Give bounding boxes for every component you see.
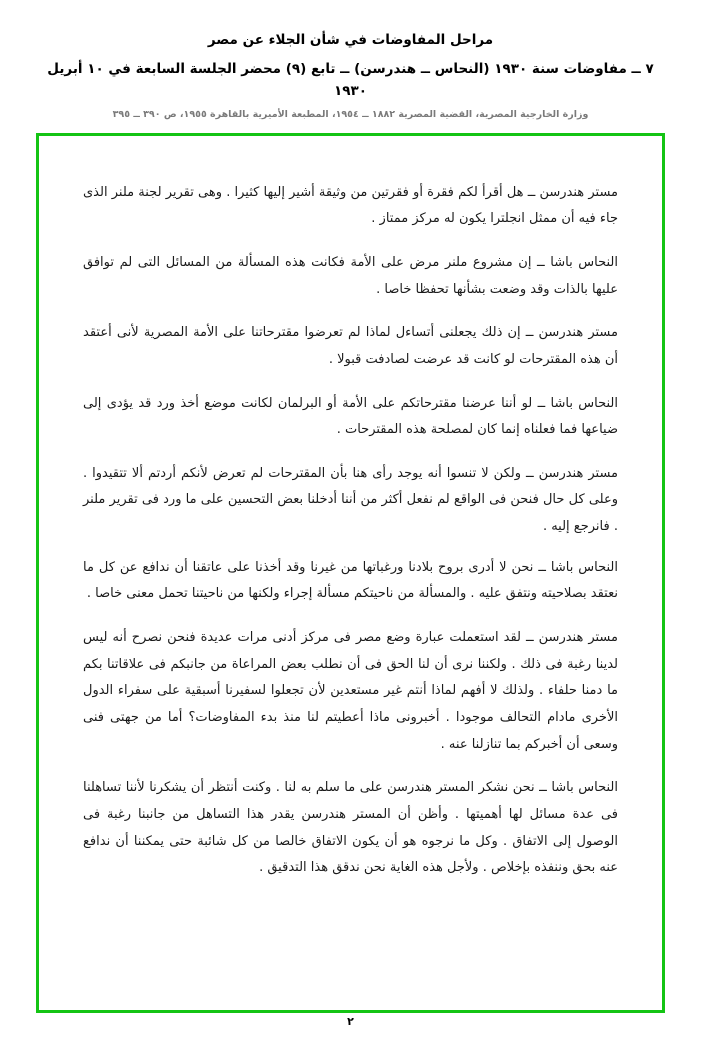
page-title: مراحل المفاوضات في شأن الجلاء عن مصر (207, 32, 494, 48)
document-header (0, 0, 701, 123)
paragraph: النحاس باشا ــ نحن نشكر المستر هندرسن على ما سلم به لنا . وكنت أنتظر أن يشكرنا لأننا تساهلنا فى عدة مسائل لها أهميتها . وأظن أن المستر هندرسن يقدر هذا التساهل من جانبنا رغبة فى الوصول إلى الاتفاق . وكل ما نرجوه هو أن يكون الاتفاق خالصا من كل شائبة حتى يمكننا أن ندافع عنه بحق وننفذه بإخلاص . ولأجل هذه الغاية نحن ندقق هذا التدقيق . (83, 780, 618, 876)
paragraph: النحاس باشا ــ نحن لا أدرى بروح بلادنا ورغباتها من غيرنا وقد أخذنا على عاتقنا أن ندافع عن كل ما نعتقد بصلاحيته ونتفق عليه . والمسألة من ناحيتكم مسألة إجراء ولكنها من ناحيتنا تحمل معنى خاصا . (83, 559, 618, 602)
page-number: ٢ (347, 1015, 354, 1028)
paragraph: مستر هندرسن ــ إن ذلك يجعلنى أتساءل لماذا لم تعرضوا مقترحاتنا على الأمة المصرية لأنى أعتقد أن هذه المقترحات لو كانت قد عرضت لصادفت قبولا . (83, 325, 618, 367)
content-frame (36, 133, 665, 1013)
paragraph: مستر هندرسن ــ ولكن لا تنسوا أنه يوجد رأى هنا بأن المقترحات لم تعرض لأنكم أردتم ألا تتقيدوا . وعلى كل حال فنحن فى الواقع لم نفعل أكثر من أننا أدخلنا بعض التحسين على ما ورد فى تقرير ملنر . فانرجع إليه . (83, 465, 618, 535)
document-source-note: وزارة الخارجية المصرية، القضية المصرية ١٨٨٢ ــ ١٩٥٤، المطبعة الأميرية بالقاهرة ١٩٥٥، ص ٣٩٠ ــ ٣٩٥ (112, 109, 589, 121)
paragraph: النحاس باشا ــ إن مشروع ملنر مرض على الأمة فكانت هذه المسألة من المسائل التى لم توافق عليها بالذات وقد وضعت بشأنها تحفظا خاصا . (83, 254, 618, 297)
document-subtitle: ٧ ــ مفاوضات سنة ١٩٣٠ (النحاس ــ هندرسن) ــ تابع (٩) محضر الجلسة السابعة في ١٠ أبريل ١٩٣٠ (47, 61, 654, 99)
paragraph: مستر هندرسن ــ هل أقرأ لكم فقرة أو فقرتين من وثيقة أشير إليها كثيرا . وهى تقرير لجنة ملنر الذى جاء فيه أن ممثل انجلترا يكون له مركز ممتاز . (83, 184, 618, 227)
document-body (83, 180, 618, 882)
paragraph: مستر هندرسن ــ لقد استعملت عبارة وضع مصر فى مركز أدنى مرات عديدة فنحن نصرح أنه ليس لدينا رغبة فى ذلك . ولكننا نرى أن لنا الحق فى أن نطلب بعض المراعاة من جانبكم فى علاقاتنا بكم ما دمنا حلفاء . ولذلك لا أفهم لماذا أنتم غير مستعدين لأن تجعلوا لسفيرنا أسبقية على سفراء الدول الأخرى مادام التحالف موجودا . أخبرونى ماذا أعطيتم لنا منذ بدء المفاوضات؟ أما من جهتى فنى وسعى أن أخبركم بما تنازلنا عنه . (83, 630, 618, 752)
paragraph: النحاس باشا ــ لو أننا عرضنا مقترحاتكم على الأمة أو البرلمان لكانت موضع أخذ ورد قد يؤدى إلى ضياعها فما فعلناه إنما كان لمصلحة هذه المقترحات . (83, 395, 618, 438)
